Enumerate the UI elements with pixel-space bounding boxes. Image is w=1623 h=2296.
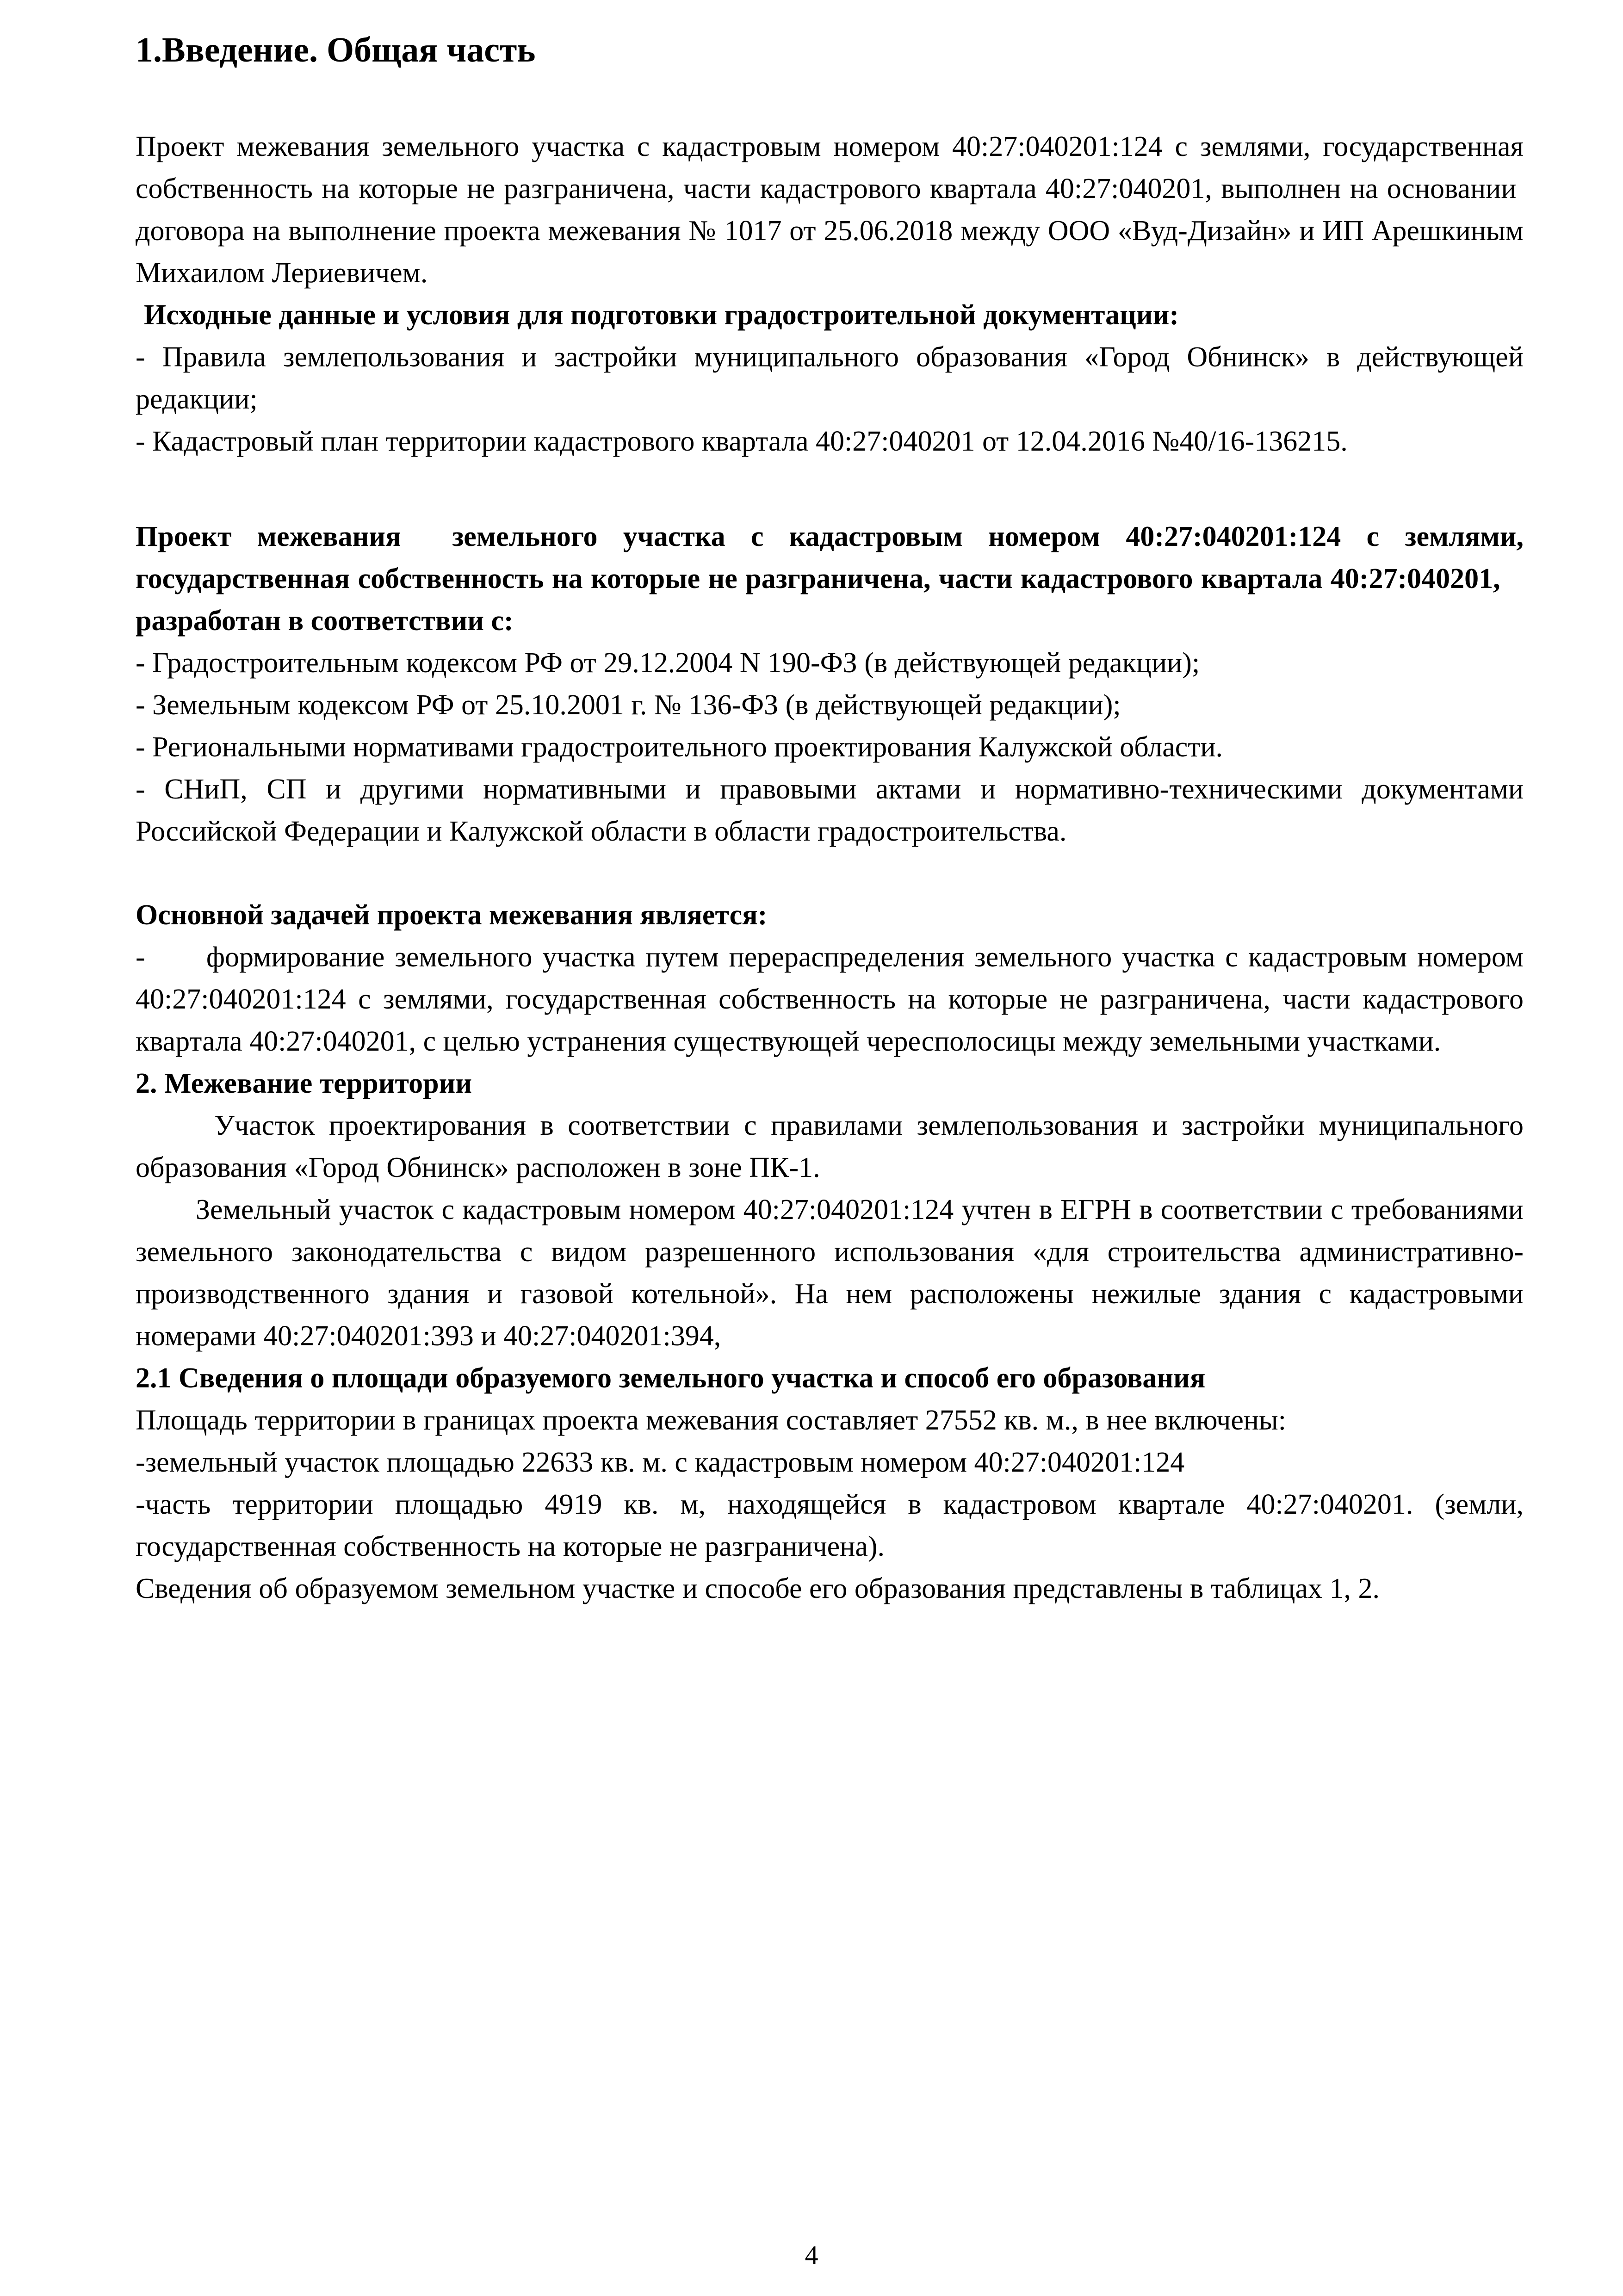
- paragraph-developed-according: Проект межевания земельного участка с кадастровым номером 40:27:040201:124 с землями, государственная собственность на которые не разграничена, части кадастрового квартала 40:27:040201, разработан в соответствии с:: [136, 521, 1524, 637]
- legal-basis-item: - СНиП, СП и другими нормативными и правовыми актами и нормативно-техническими документами Российской Федерации и Калужской области в области градостроительства.: [136, 774, 1524, 847]
- legal-basis-item: - Земельным кодексом РФ от 25.10.2001 г. № 136-ФЗ (в действующей редакции);: [136, 689, 1121, 721]
- initial-data-item: - Кадастровый план территории кадастрового квартала 40:27:040201 от 12.04.2016 №40/16-136215.: [136, 426, 1348, 457]
- section-1-heading: 1.Введение. Общая часть: [136, 31, 536, 69]
- paragraph-area-part: -часть территории площадью 4919 кв. м, находящейся в кадастровом квартале 40:27:040201. (земли, государственная собственность на которые не разграничена).: [136, 1489, 1524, 1562]
- heading-initial-data: Исходные данные и условия для подготовки градостроительной документации:: [144, 299, 1179, 331]
- initial-data-list: [136, 336, 1524, 463]
- paragraph-egrn: Земельный участок с кадастровым номером 40:27:040201:124 учтен в ЕГРН в соответствии с требованиями земельного законодательства с видом разрешенного использования «для строительства административно-производственного здания и газовой котельной». На нем расположены нежилые здания с кадастровыми номерами 40:27:040201:393 и 40:27:040201:394,: [136, 1194, 1524, 1352]
- paragraph-project-basis: Проект межевания земельного участка с кадастровым номером 40:27:040201:124 с землями, государственная собственность на которые не разграничена, части кадастрового квартала 40:27:040201, выполнен на основании договора на выполнение проекта межевания № 1017 от 25.06.2018 между ООО «Вуд-Дизайн» и ИП Арешкиным Михаилом Лериевичем.: [136, 131, 1524, 289]
- initial-data-item: - Правила землепользования и застройки муниципального образования «Город Обнинск» в действующей редакции;: [136, 341, 1524, 415]
- heading-main-task: Основной задачей проекта межевания является:: [136, 899, 768, 931]
- section-2-heading: 2. Межевание территории: [136, 1068, 472, 1099]
- paragraph-zone: Участок проектирования в соответствии с правилами землепользования и застройки муниципального образования «Город Обнинск» расположен в зоне ПК-1.: [136, 1110, 1524, 1183]
- page-number: 4: [805, 2240, 818, 2270]
- paragraph-area-total: Площадь территории в границах проекта межевания составляет 27552 кв. м., в нее включены:: [136, 1405, 1286, 1436]
- section-2-1-heading: 2.1 Сведения о площади образуемого земельного участка и способ его образования: [136, 1362, 1206, 1394]
- paragraph-main-task: - формирование земельного участка путем перераспределения земельного участка с кадастровым номером 40:27:040201:124 с землями, государственная собственность на которые не разграничена, части кадастрового квартала 40:27:040201, с целью устранения существующей чересполосицы между земельными участками.: [136, 941, 1524, 1057]
- legal-basis-item: - Региональными нормативами градостроительного проектирования Калужской области.: [136, 731, 1223, 763]
- paragraph-area-parcel: -земельный участок площадью 22633 кв. м. с кадастровым номером 40:27:040201:124: [136, 1447, 1185, 1478]
- paragraph-tables-reference: Сведения об образуемом земельном участке и способе его образования представлены в таблицах 1, 2.: [136, 1573, 1380, 1604]
- legal-basis-item: - Градостроительным кодексом РФ от 29.12.2004 N 190-ФЗ (в действующей редакции);: [136, 647, 1200, 679]
- legal-basis-list: [136, 642, 1524, 853]
